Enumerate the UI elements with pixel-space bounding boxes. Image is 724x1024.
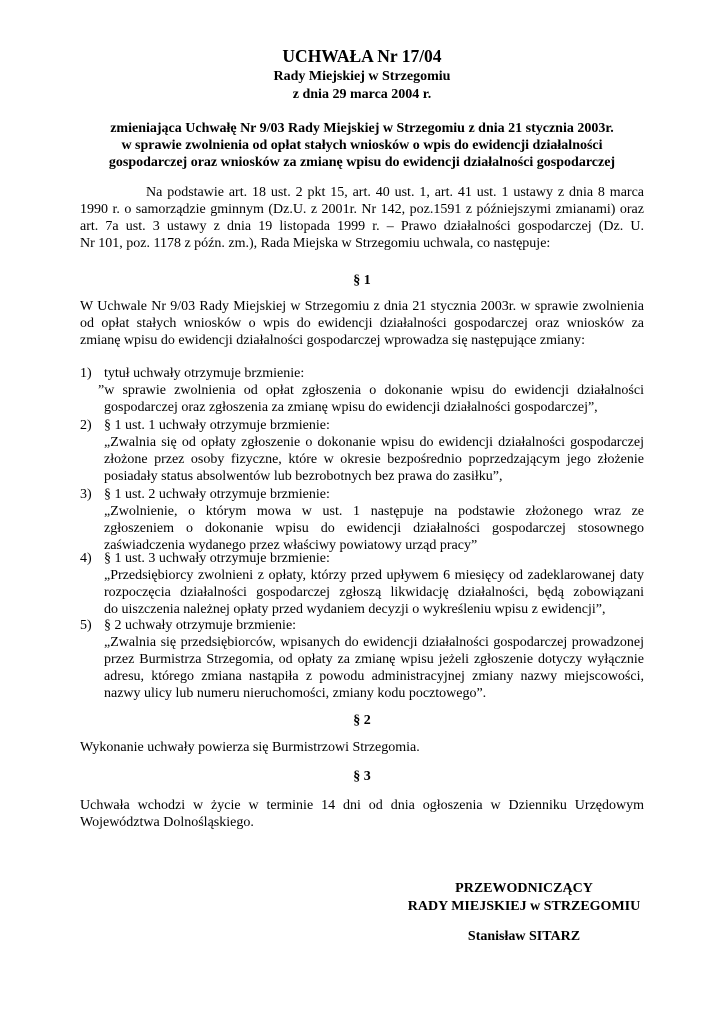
list-item-text: § 2 uchwały otrzymuje brzmienie: bbox=[104, 618, 297, 633]
intro-line: W Uchwale Nr 9/03 Rady Miejskiej w Strzegomiu z dnia 21 stycznia 2003r. w sprawie zwolnienia bbox=[80, 299, 644, 314]
section-2-line: Wykonanie uchwały powierza się Burmistrzowi Strzegomia. bbox=[80, 740, 420, 755]
signature-title: PRZEWODNICZĄCY bbox=[455, 881, 593, 896]
subject-line: zmieniająca Uchwałę Nr 9/03 Rady Miejskiej w Strzegomiu z dnia 21 stycznia 2003r. bbox=[110, 121, 614, 136]
list-item-text: § 1 ust. 2 uchwały otrzymuje brzmienie: bbox=[104, 487, 330, 502]
section-2-heading: § 2 bbox=[353, 713, 371, 728]
list-item-quote bbox=[104, 503, 644, 554]
section-3-line: Województwa Dolnośląskiego. bbox=[80, 815, 254, 830]
quote-line: rozpoczęcia działalności gospodarczej zgłoszą likwidację działalności, będą zobowiązani bbox=[104, 585, 644, 600]
section-3-heading: § 3 bbox=[353, 769, 371, 784]
document-subject bbox=[80, 120, 644, 171]
signature-name: Stanisław SITARZ bbox=[467, 929, 581, 944]
intro-line: od opłat stałych wniosków o wpis do ewidencji działalności gospodarczej oraz wniosków za bbox=[80, 316, 644, 331]
document-issuer: Rady Miejskiej w Strzegomiu bbox=[273, 69, 451, 84]
preamble bbox=[80, 184, 644, 252]
quote-line: adresu, którego zmiana nastąpiła z powodu administracyjnej zmiany nazwy miejscowości, bbox=[104, 669, 644, 684]
section-3-line: Uchwała wchodzi w życie w terminie 14 dni od dnia ogłoszenia w Dzienniku Urzędowym bbox=[80, 798, 644, 813]
section-1-intro bbox=[80, 298, 644, 349]
list-item-number: 4) bbox=[80, 551, 92, 566]
quote-line: przez Burmistrza Strzegomia, od opłaty za zmianę wpisu jeżeli zgłoszenie dotyczy wyłącznie bbox=[104, 652, 644, 667]
section-2-text bbox=[80, 739, 644, 756]
list-item-number: 5) bbox=[80, 618, 92, 633]
list-item-number: 3) bbox=[80, 487, 92, 502]
quote-line: złożone przez osoby fizyczne, które w okresie bezpośrednio poprzedzającym jego złożenie bbox=[104, 452, 644, 467]
preamble-line: art. 7a ust. 3 ustawy z dnia 19 listopada 1999 r. – Prawo działalności gospodarczej (Dz. U. bbox=[80, 219, 644, 234]
quote-line: nazwy ulicy lub numeru nieruchomości, zmiany kodu pocztowego”. bbox=[104, 686, 487, 701]
list-item-number: 1) bbox=[80, 366, 92, 381]
document-date: z dnia 29 marca 2004 r. bbox=[292, 87, 432, 102]
preamble-line: Na podstawie art. 18 ust. 2 pkt 15, art. 40 ust. 1, art. 41 ust. 1 ustawy z dnia 8 marca bbox=[146, 185, 644, 200]
list-item-quote bbox=[104, 634, 644, 702]
list-item-quote bbox=[98, 382, 644, 416]
intro-line: zmianę wpisu do ewidencji działalności gospodarczej wprowadza się następujące zmiany: bbox=[80, 333, 585, 348]
quote-line: ”w sprawie zwolnienia od opłat zgłoszenia o dokonanie wpisu do ewidencji działalności bbox=[98, 383, 644, 398]
list-item-quote bbox=[104, 567, 644, 618]
signature-body: RADY MIEJSKIEJ w STRZEGOMIU bbox=[407, 899, 641, 914]
quote-line: „Zwalnia się przedsiębiorców, wpisanych do ewidencji działalności gospodarczej prowadzonej bbox=[104, 635, 644, 650]
quote-line: „Przedsiębiorcy zwolnieni z opłaty, którzy przed upływem 6 miesięcy od zadeklarowanej daty bbox=[104, 568, 644, 583]
quote-line: zaświadczenia wydanego przez właściwy powiatowy urząd pracy” bbox=[104, 538, 478, 553]
document-title: UCHWAŁA Nr 17/04 bbox=[282, 46, 442, 66]
list-item-number: 2) bbox=[80, 418, 92, 433]
subject-line: gospodarczej oraz wniosków za zmianę wpisu do ewidencji działalności gospodarczej bbox=[108, 155, 616, 170]
list-item-text: tytuł uchwały otrzymuje brzmienie: bbox=[104, 366, 305, 381]
quote-line: do uiszczenia należnej opłaty przed wydaniem decyzji o wykreśleniu wpisu z ewidencji”, bbox=[104, 602, 606, 617]
section-3-text bbox=[80, 797, 644, 831]
quote-line: „Zwalnia się od opłaty zgłoszenie o dokonanie wpisu do ewidencji działalności gospodarczej bbox=[104, 435, 644, 450]
preamble-line: 1990 r. o samorządzie gminnym (Dz.U. z 2001r. Nr 142, poz.1591 z późniejszymi zmianami) oraz bbox=[80, 202, 644, 217]
list-item-text: § 1 ust. 3 uchwały otrzymuje brzmienie: bbox=[104, 551, 330, 566]
list-item-quote bbox=[104, 434, 644, 485]
subject-line: w sprawie zwolnienia od opłat stałych wniosków o wpis do ewidencji działalności bbox=[121, 138, 603, 153]
quote-line: zgłoszeniem o dokonanie wpisu do ewidencji działalności gospodarczej stosownego bbox=[104, 521, 644, 536]
section-1-heading: § 1 bbox=[353, 273, 371, 288]
quote-line: posiadały status absolwentów lub bezrobotnych bez prawa do zasiłku”, bbox=[104, 469, 503, 484]
quote-line: „Zwolnienie, o którym mowa w ust. 1 następuje na podstawie złożonego wraz ze bbox=[104, 504, 644, 519]
list-item-text: § 1 ust. 1 uchwały otrzymuje brzmienie: bbox=[104, 418, 330, 433]
quote-line: gospodarczej oraz zgłoszenia za zmianę wpisu do ewidencji działalności gospodarczej”, bbox=[104, 400, 598, 415]
preamble-line: Nr 101, poz. 1178 z późn. zm.), Rada Miejska w Strzegomiu uchwala, co następuje: bbox=[80, 236, 551, 251]
